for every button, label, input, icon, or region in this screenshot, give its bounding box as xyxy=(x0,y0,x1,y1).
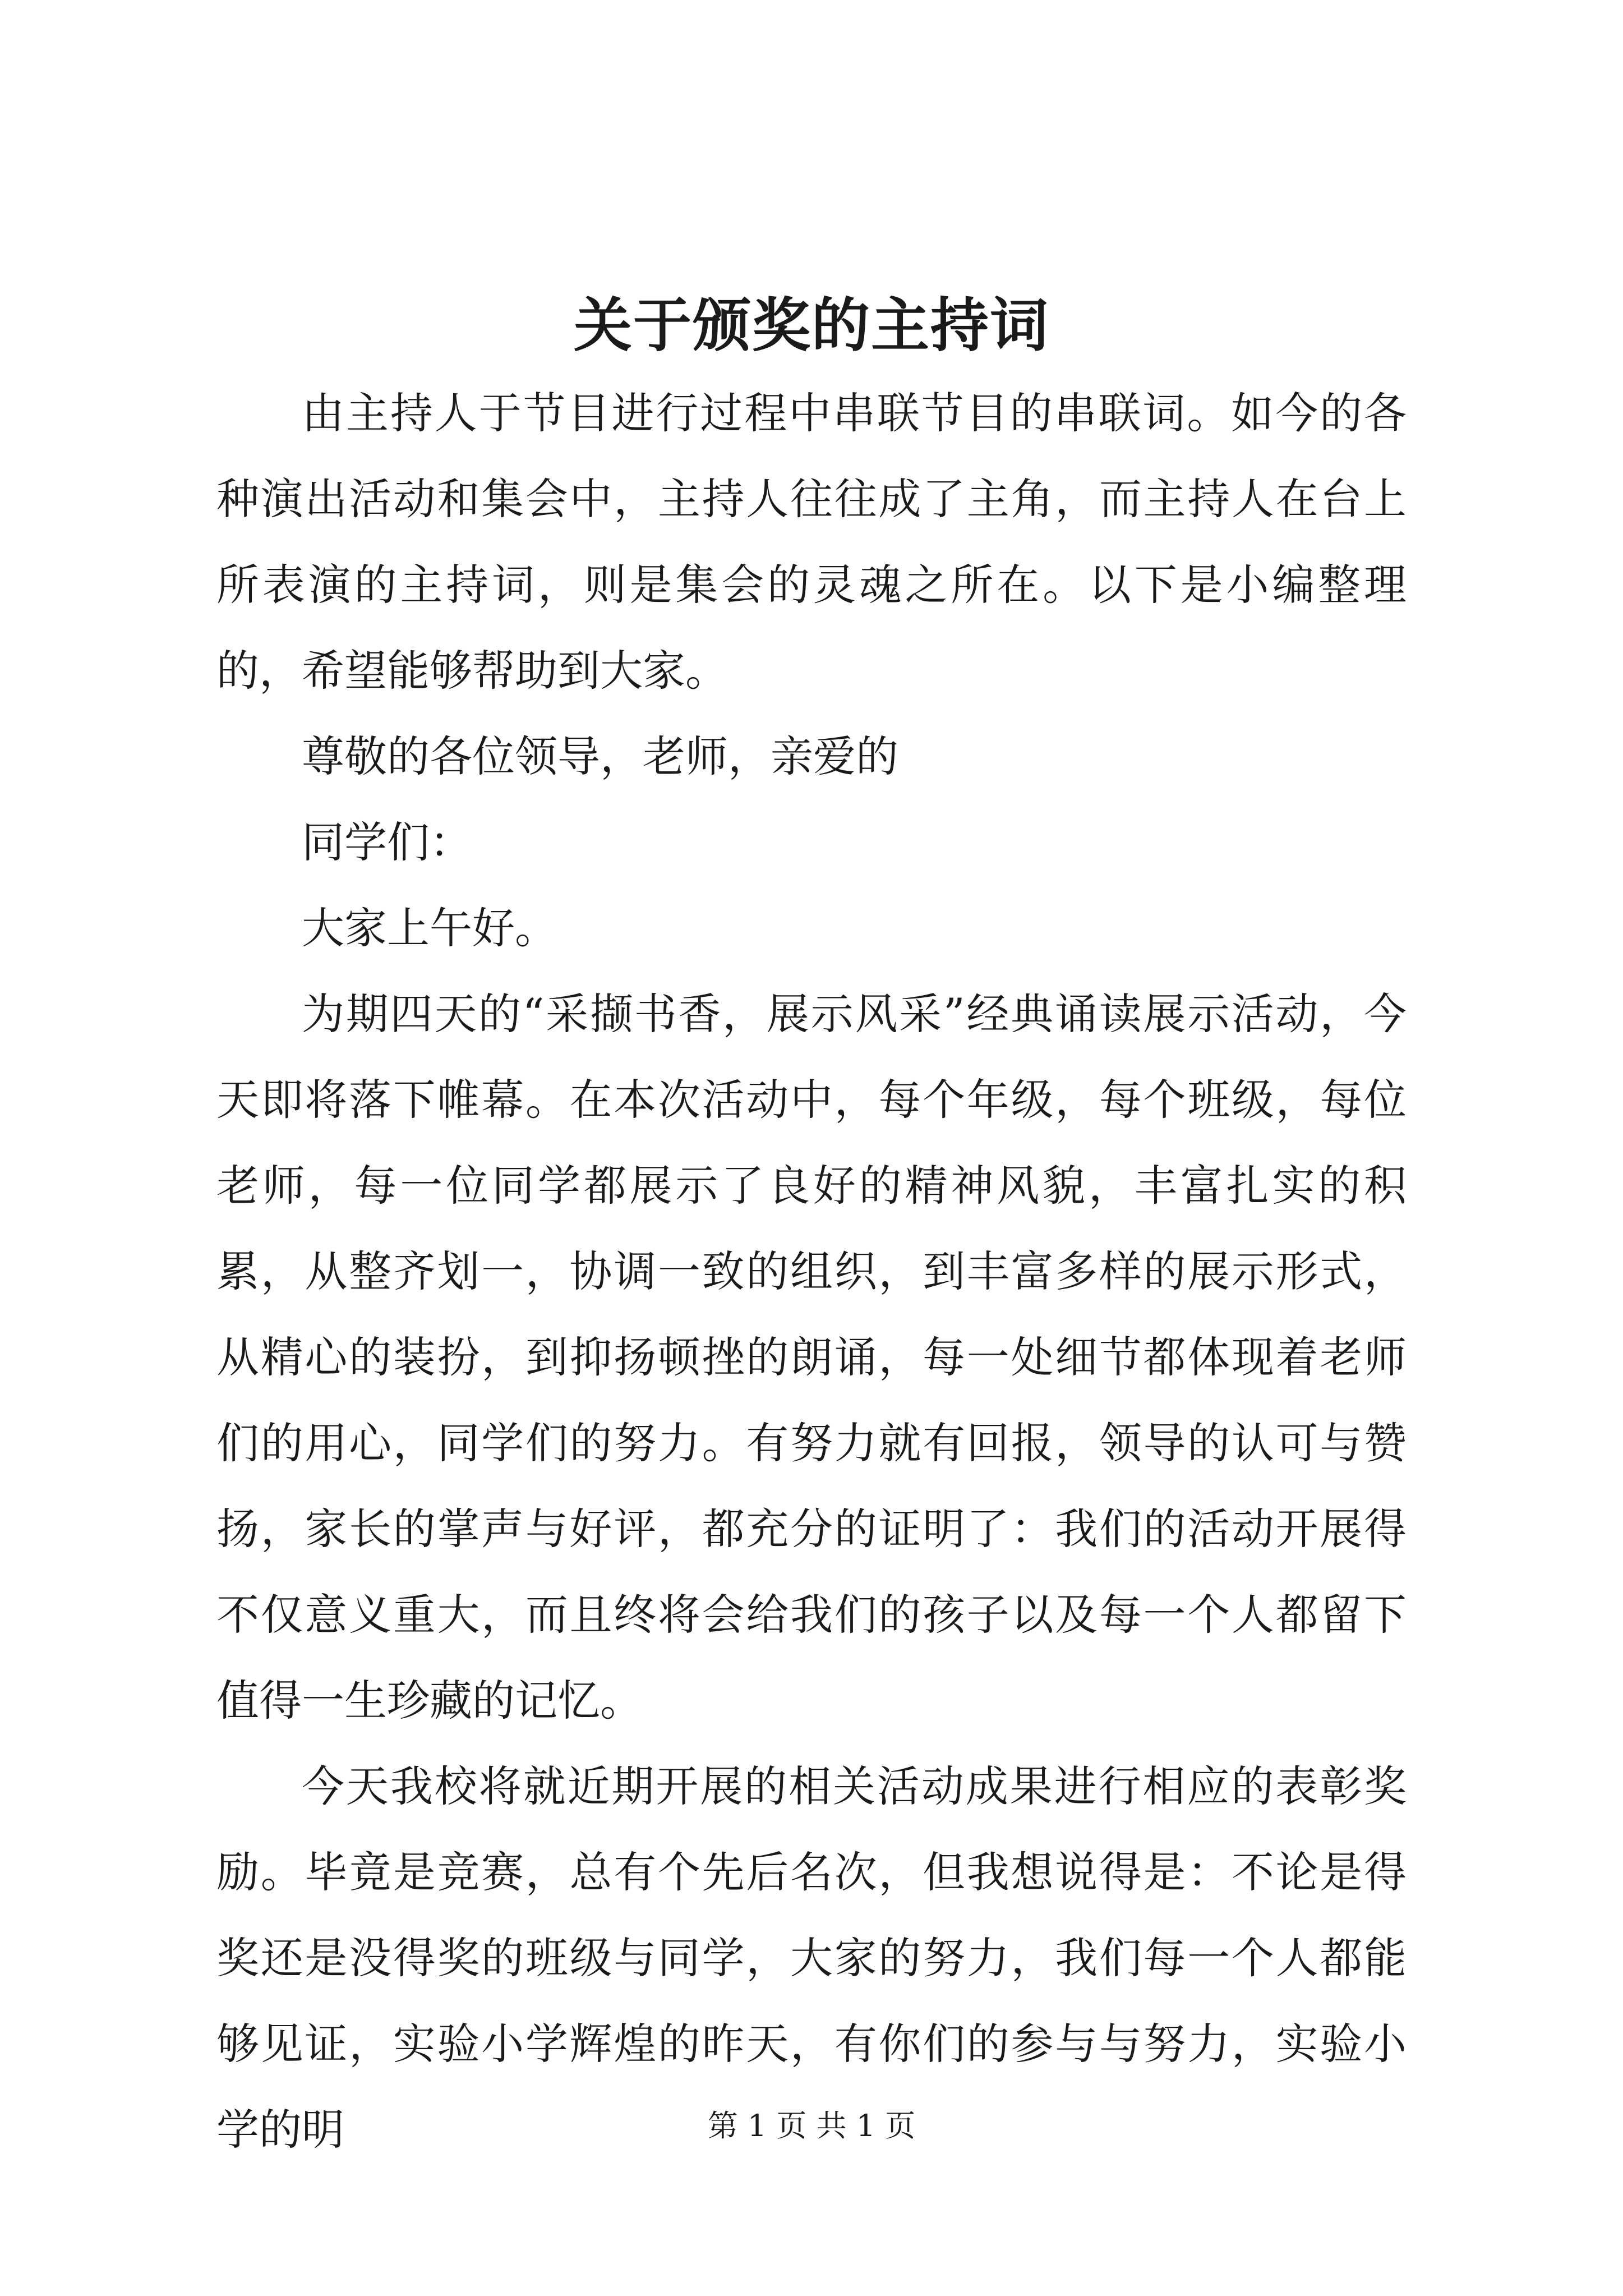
document-title: 关于颁奖的主持词 xyxy=(573,291,1049,360)
paragraph-greeting: 大家上午好。 xyxy=(302,903,557,953)
paragraph-activity-summary: 为期四天的“采撷书香，展示风采”经典诵读展示活动，今天即将落下帷幕。在本次活动中，每个年级，每个班级，每位老师，每一位同学都展示了良好的精神风貌，丰富扎实的积累，从整齐划一，协调一致的组织，到丰富多样的展示形式，从精心的装扮，到抑扬顿挫的朗诵，每一处细节都体现着老师们的用心，同学们的努力。有努力就有回报，领导的认可与赞扬，家长的掌声与好评，都充分的证明了：我们的活动开展得不仅意义重大，而且终将会给我们的孩子以及每一个人都留下值得一生珍藏的记忆。 xyxy=(216,989,1407,1726)
paragraph-salutation: 尊敬的各位领导，老师，亲爱的 xyxy=(302,731,898,781)
page-footer: 第 1 页 共 1 页 xyxy=(707,2108,916,2143)
paragraph-intro: 由主持人于节目进行过程中串联节目的串联词。如今的各种演出活动和集会中，主持人往往成了主角，而主持人在台上所表演的主持词，则是集会的灵魂之所在。以下是小编整理的，希望能够帮助到大家。 xyxy=(216,388,1407,696)
paragraph-awards: 今天我校将就近期开展的相关活动成果进行相应的表彰奖励。毕竟是竞赛，总有个先后名次，但我想说得是：不论是得奖还是没得奖的班级与同学，大家的努力，我们每一个人都能够见证，实验小学辉煌的昨天，有你们的参与与努力，实验小学的明 xyxy=(216,1761,1407,2155)
paragraph-salutation-continued: 同学们： xyxy=(302,817,472,867)
document-body xyxy=(216,370,1407,2173)
